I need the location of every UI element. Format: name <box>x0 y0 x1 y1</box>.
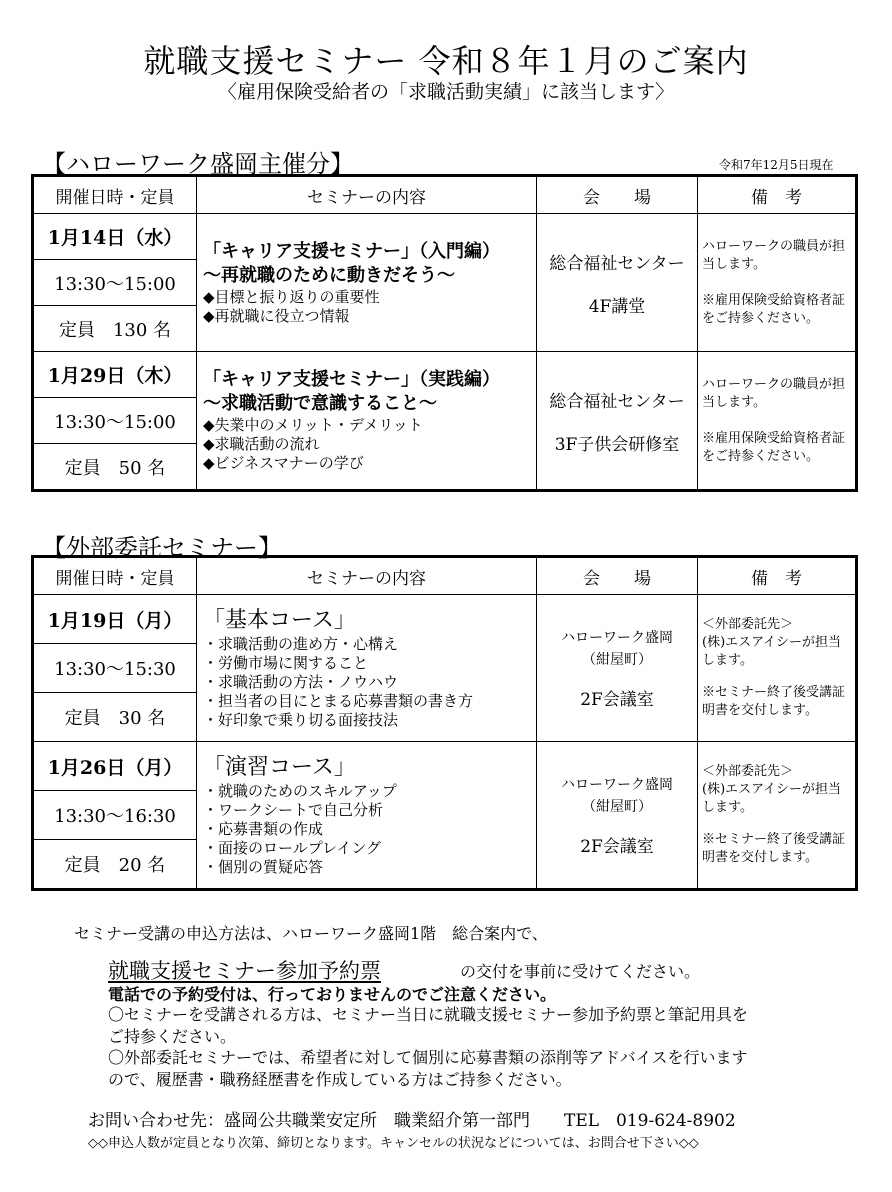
venue-area: （紺屋町） <box>582 798 652 815</box>
contact-info: お問い合わせ先：盛岡公共職業安定所 職業紹介第一部門 TEL 019-624-8902 <box>88 1111 736 1131</box>
venue-name: 総合福祉センター <box>549 391 685 412</box>
remark-text: ＜外部委託先＞ <box>702 764 794 779</box>
content-item: ◆ビジネスマナーの学び <box>203 454 364 472</box>
header-content: セミナーの内容 <box>197 557 537 595</box>
seminar-remarks <box>698 214 857 352</box>
seminar-date: 1月29日（木） <box>33 352 197 398</box>
section1-heading: 【ハローワーク盛岡主催分】 <box>42 150 354 178</box>
remark-text: (株)エスアイシーが担当します。 <box>702 782 841 815</box>
content-title: 「キャリア支援セミナー」（入門編） <box>203 240 500 262</box>
venue-room: 4F講堂 <box>588 296 646 317</box>
seminar-capacity: 定員 20 名 <box>33 840 197 890</box>
venue-name: ハローワーク盛岡 <box>561 629 673 646</box>
content-item: ・応募書類の作成 <box>203 819 324 838</box>
content-item: ・就職のためのスキルアップ <box>203 781 397 800</box>
reservation-ticket-name: 就職支援セミナー参加予約票 <box>108 959 381 983</box>
seminar-venue <box>537 595 698 742</box>
header-venue: 会 場 <box>537 557 698 595</box>
header-datetime: 開催日時・定員 <box>33 557 197 595</box>
seminar-time: 13:30～15:30 <box>33 644 197 693</box>
content-item: ・面接のロールプレイング <box>203 838 382 857</box>
seminar-remarks <box>698 595 857 742</box>
seminar-date: 1月26日（月） <box>33 742 197 791</box>
content-item: ・求職活動の進め方・心構え <box>203 634 399 653</box>
content-title: 「基本コース」 <box>203 607 356 633</box>
remark-text: ※雇用保険受給資格者証をご持参ください。 <box>702 430 846 464</box>
venue-room: 2F会議室 <box>580 836 654 857</box>
section1-table <box>31 174 858 492</box>
venue-area: （紺屋町） <box>582 651 652 668</box>
note2-line2: ので、履歴書・職務経歴書を作成している方はご持参ください。 <box>108 1070 572 1089</box>
remark-text: (株)エスアイシーが担当します。 <box>702 635 841 668</box>
seminar-date: 1月19日（月） <box>33 595 197 644</box>
header-remarks: 備 考 <box>698 557 857 595</box>
seminar-capacity: 定員 50 名 <box>33 444 197 491</box>
page-subtitle: 〈雇用保険受給者の「求職活動実績」に該当します〉 <box>217 81 674 103</box>
note2-line1: 〇外部委託セミナーでは、希望者に対して個別に応募書類の添削等アドバイスを行います <box>108 1048 748 1067</box>
seminar-time: 13:30～15:00 <box>33 398 197 444</box>
table-row <box>33 214 857 260</box>
header-datetime: 開催日時・定員 <box>33 176 197 214</box>
remark-text: ハローワークの職員が担当します。 <box>702 238 846 272</box>
seminar-date: 1月14日（水） <box>33 214 197 260</box>
venue-room: 3F子供会研修室 <box>554 434 680 455</box>
header-remarks: 備 考 <box>698 176 857 214</box>
content-title: 「キャリア支援セミナー」（実践編） <box>203 369 500 390</box>
remark-text: ※雇用保険受給資格者証をご持参ください。 <box>702 292 846 326</box>
seminar-content <box>197 595 537 742</box>
venue-name: 総合福祉センター <box>549 253 685 274</box>
note1-line1: 〇セミナーを受講される方は、セミナー当日に就職支援セミナー参加予約票と筆記用具を <box>108 1005 749 1024</box>
venue-name: ハローワーク盛岡 <box>561 776 673 793</box>
seminar-capacity: 定員 130 名 <box>33 306 197 352</box>
page-title: 就職支援セミナー 令和８年１月のご案内 <box>143 42 749 80</box>
content-item: ・好印象で乗り切る面接技法 <box>203 710 399 729</box>
seminar-venue <box>537 742 698 890</box>
content-title: 「演習コース」 <box>203 754 356 780</box>
seminar-venue <box>537 214 698 352</box>
table-row <box>33 595 857 644</box>
content-item: ・ワークシートで自己分析 <box>203 800 384 819</box>
table-row <box>33 742 857 791</box>
content-item: ◆求職活動の流れ <box>203 435 320 453</box>
seminar-remarks <box>698 742 857 890</box>
header-venue: 会 場 <box>537 176 698 214</box>
table-header-row <box>33 176 857 214</box>
remark-text: ※セミナー終了後受講証明書を交付します。 <box>702 685 846 718</box>
section2-table <box>31 555 858 891</box>
note1-line2: ご持参ください。 <box>108 1027 237 1046</box>
content-subtitle: ～求職活動で意識すること～ <box>203 393 437 414</box>
seminar-content <box>197 352 537 491</box>
seminar-time: 13:30～16:30 <box>33 791 197 840</box>
closing-note: ◇◇申込人数が定員となり次第、締切となります。キャンセルの状況などについては、お問合せ下さい◇◇ <box>88 1136 699 1151</box>
seminar-time: 13:30～15:00 <box>33 260 197 306</box>
seminar-content <box>197 214 537 352</box>
content-item: ◆目標と振り返りの重要性 <box>203 287 380 306</box>
seminar-remarks <box>698 352 857 491</box>
content-subtitle: ～再就職のために動きだそう～ <box>203 264 455 286</box>
section2-heading: 【外部委託セミナー】 <box>42 534 282 562</box>
seminar-content <box>197 742 537 890</box>
seminar-capacity: 定員 30 名 <box>33 693 197 742</box>
remark-text: ハローワークの職員が担当します。 <box>702 376 846 410</box>
table-header-row <box>33 557 857 595</box>
venue-room: 2F会議室 <box>580 689 654 710</box>
content-item: ・個別の質疑応答 <box>203 857 324 876</box>
content-item: ・労働市場に関すること <box>203 653 369 672</box>
reservation-ticket-note: の交付を事前に受けてください。 <box>460 962 701 981</box>
remark-text: ※セミナー終了後受講証明書を交付します。 <box>702 832 846 865</box>
application-method: セミナー受講の申込方法は、ハローワーク盛岡1階 総合案内で、 <box>74 924 548 943</box>
content-item: ・担当者の目にとまる応募書類の書き方 <box>203 691 474 710</box>
header-content: セミナーの内容 <box>197 176 537 214</box>
as-of-date: 令和7年12月5日現在 <box>719 158 834 172</box>
content-item: ◆失業中のメリット・デメリット <box>203 416 423 434</box>
seminar-venue <box>537 352 698 491</box>
remark-text: ＜外部委託先＞ <box>702 617 794 632</box>
content-item: ・求職活動の方法・ノウハウ <box>203 672 399 691</box>
phone-note: 電話での予約受付は、行っておりませんのでご注意ください。 <box>108 985 557 1004</box>
table-row <box>33 352 857 398</box>
content-item: ◆再就職に役立つ情報 <box>203 306 350 325</box>
